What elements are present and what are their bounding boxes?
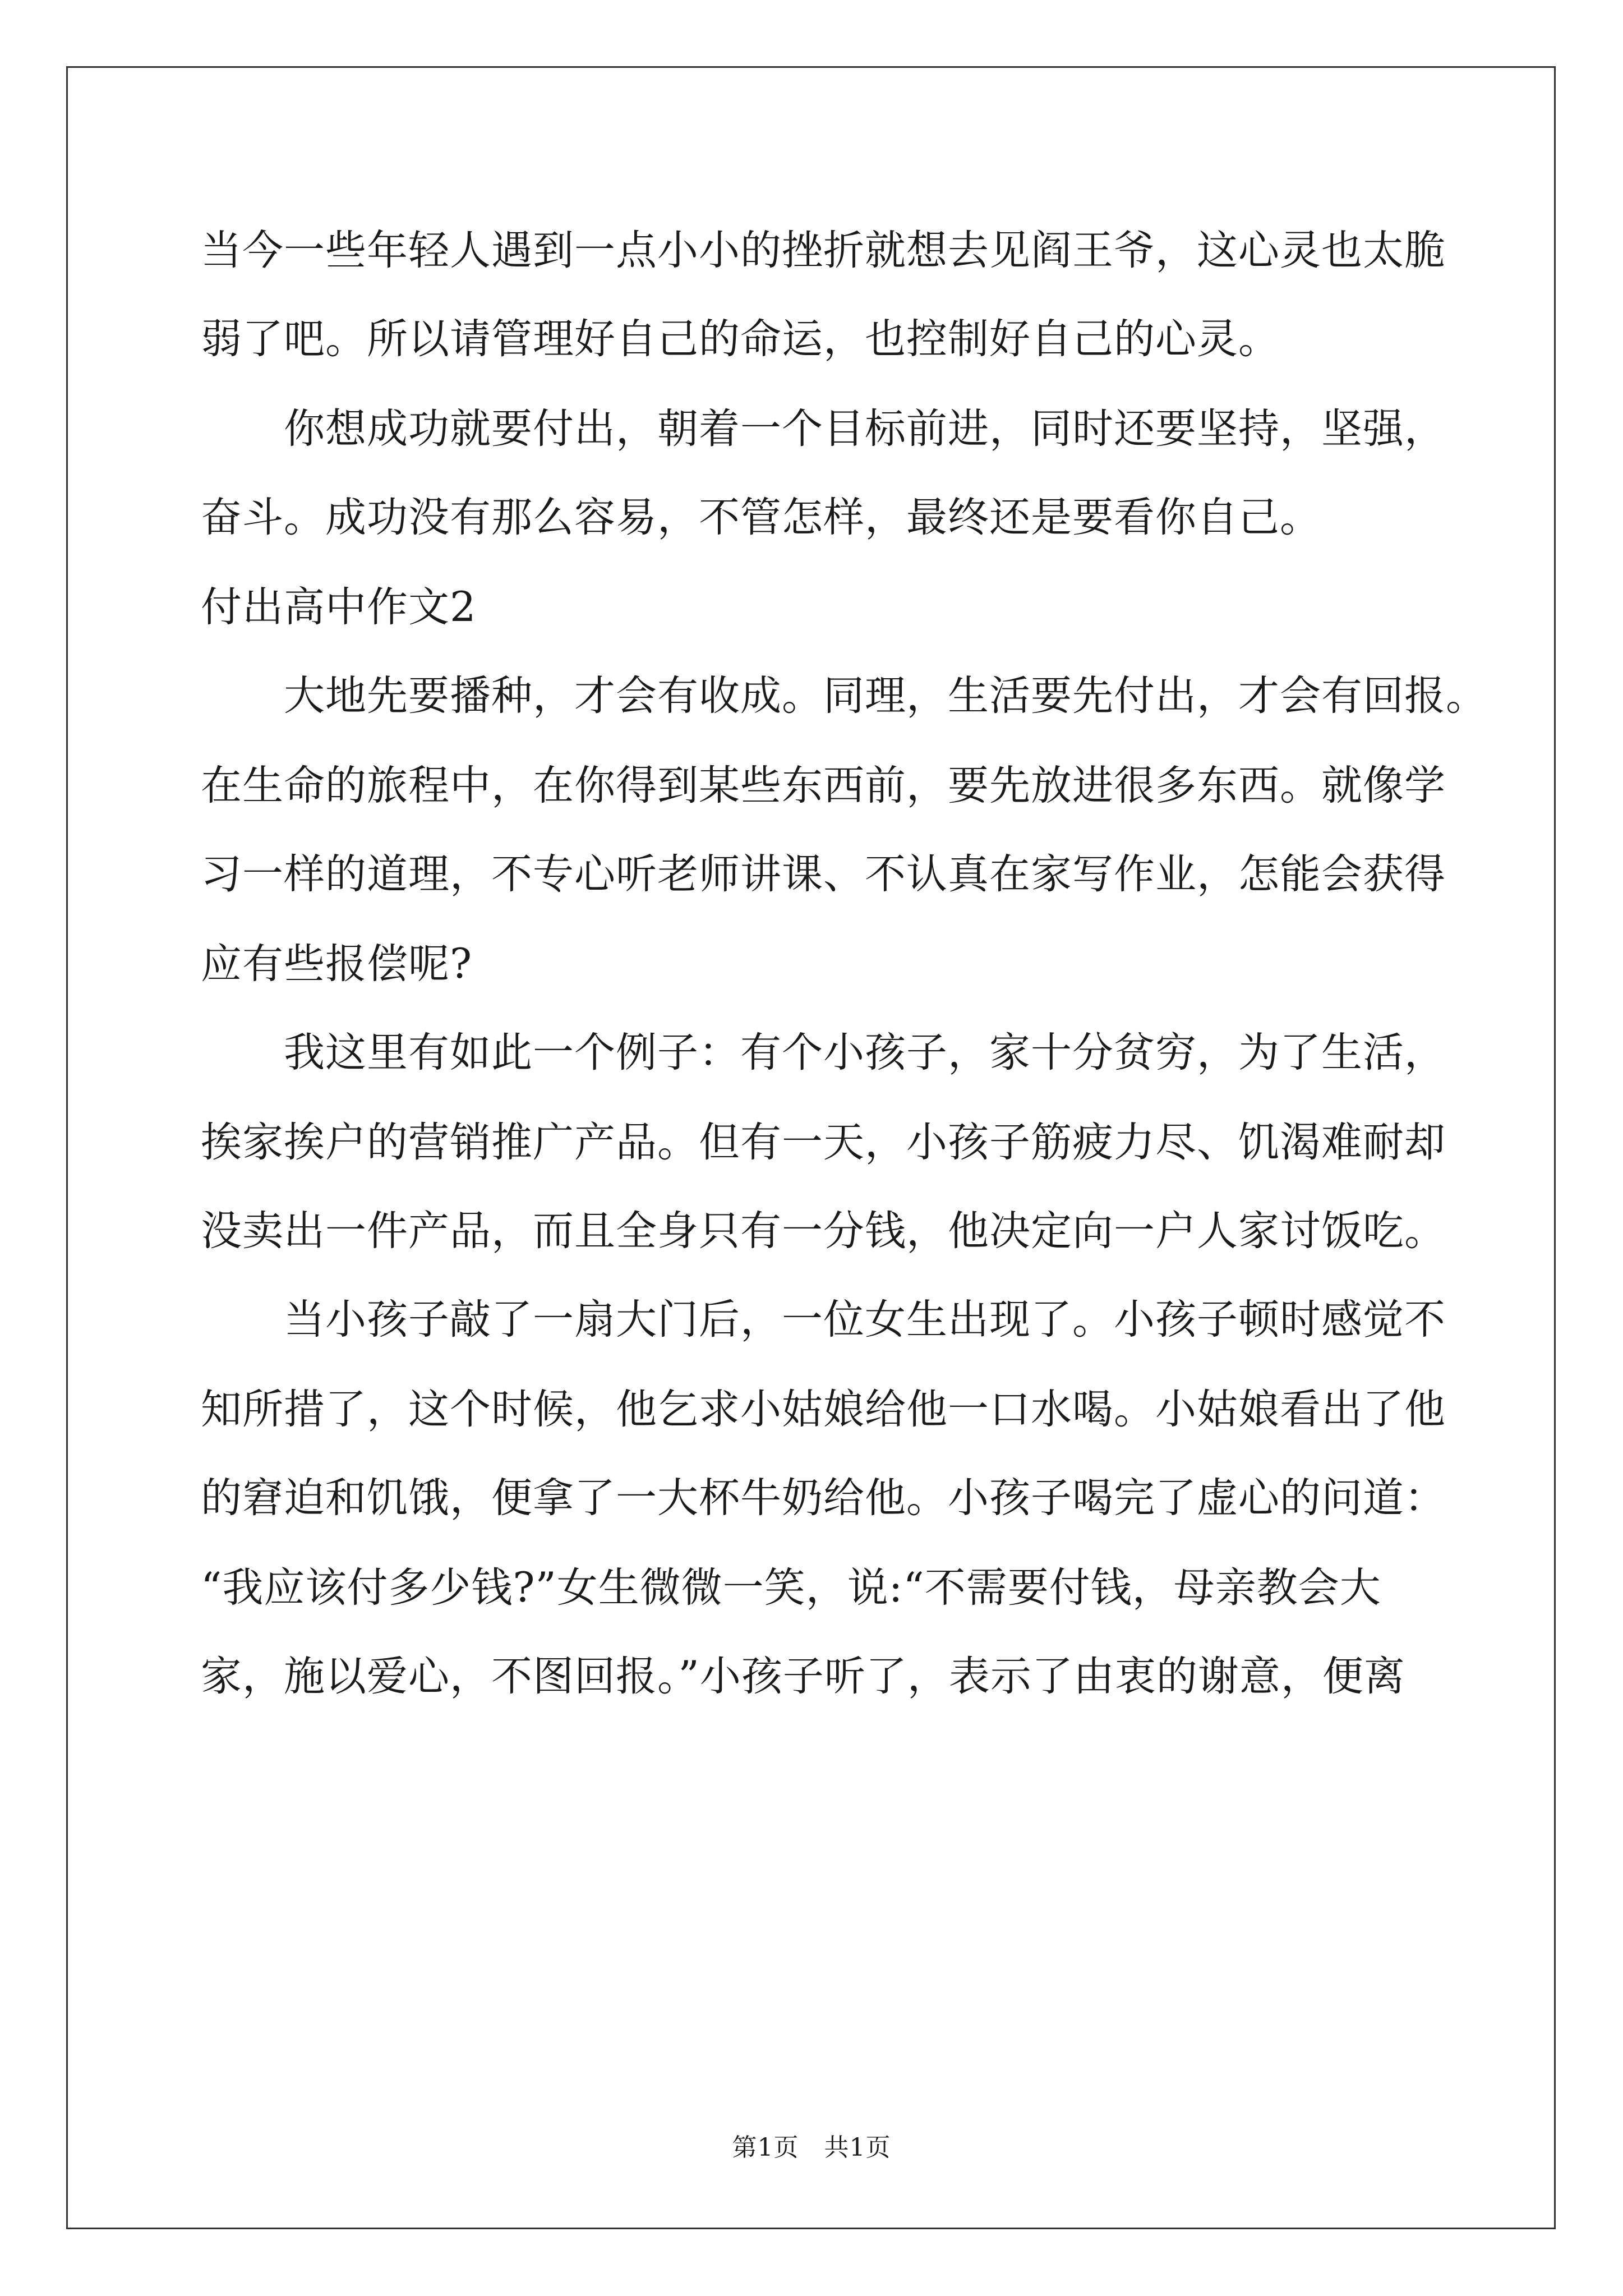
text-line: 在生命的旅程中，在你得到某些东西前，要先放进很多东西。就像学 <box>201 762 1446 809</box>
text-line: “我应该付多少钱?”女生微微一笑，说:“不需要付钱，母亲教会大 <box>201 1564 1381 1612</box>
section-heading: 付出高中作文2 <box>201 583 477 631</box>
text-line: 我这里有如此一个例子：有个小孩子，家十分贫穷，为了生活， <box>201 1029 1446 1076</box>
text-line: 没卖出一件产品，而且全身只有一分钱，他决定向一户人家讨饭吃。 <box>201 1207 1446 1255</box>
text-line: 当小孩子敲了一扇大门后，一位女生出现了。小孩子顿时感觉不 <box>201 1296 1446 1343</box>
text-line: 奋斗。成功没有那么容易，不管怎样，最终还是要看你自己。 <box>201 494 1321 541</box>
text-line: 的窘迫和饥饿，便拿了一大杯牛奶给他。小孩子喝完了虚心的问道： <box>201 1474 1446 1522</box>
text-line: 家，施以爱心，不图回报。”小孩子听了，表示了由衷的谢意，便离 <box>201 1653 1405 1700</box>
page-footer: 第1页 共1页 <box>732 2133 891 2162</box>
text-line: 当今一些年轻人遇到一点小小的挫折就想去见阎王爷，这心灵也太脆 <box>201 227 1446 274</box>
text-line: 弱了吧。所以请管理好自己的命运，也控制好自己的心灵。 <box>201 315 1280 363</box>
text-line: 你想成功就要付出，朝着一个目标前进，同时还要坚持，坚强， <box>201 405 1446 453</box>
text-line: 习一样的道理，不专心听老师讲课、不认真在家写作业，怎能会获得 <box>201 850 1446 898</box>
text-line: 应有些报偿呢? <box>201 940 473 988</box>
text-line: 大地先要播种，才会有收成。同理，生活要先付出，才会有回报。 <box>201 672 1487 720</box>
text-line: 挨家挨户的营销推广产品。但有一天，小孩子筋疲力尽、饥渴难耐却 <box>201 1119 1446 1166</box>
text-line: 知所措了，这个时候，他乞求小姑娘给他一口水喝。小姑娘看出了他 <box>201 1386 1446 1433</box>
